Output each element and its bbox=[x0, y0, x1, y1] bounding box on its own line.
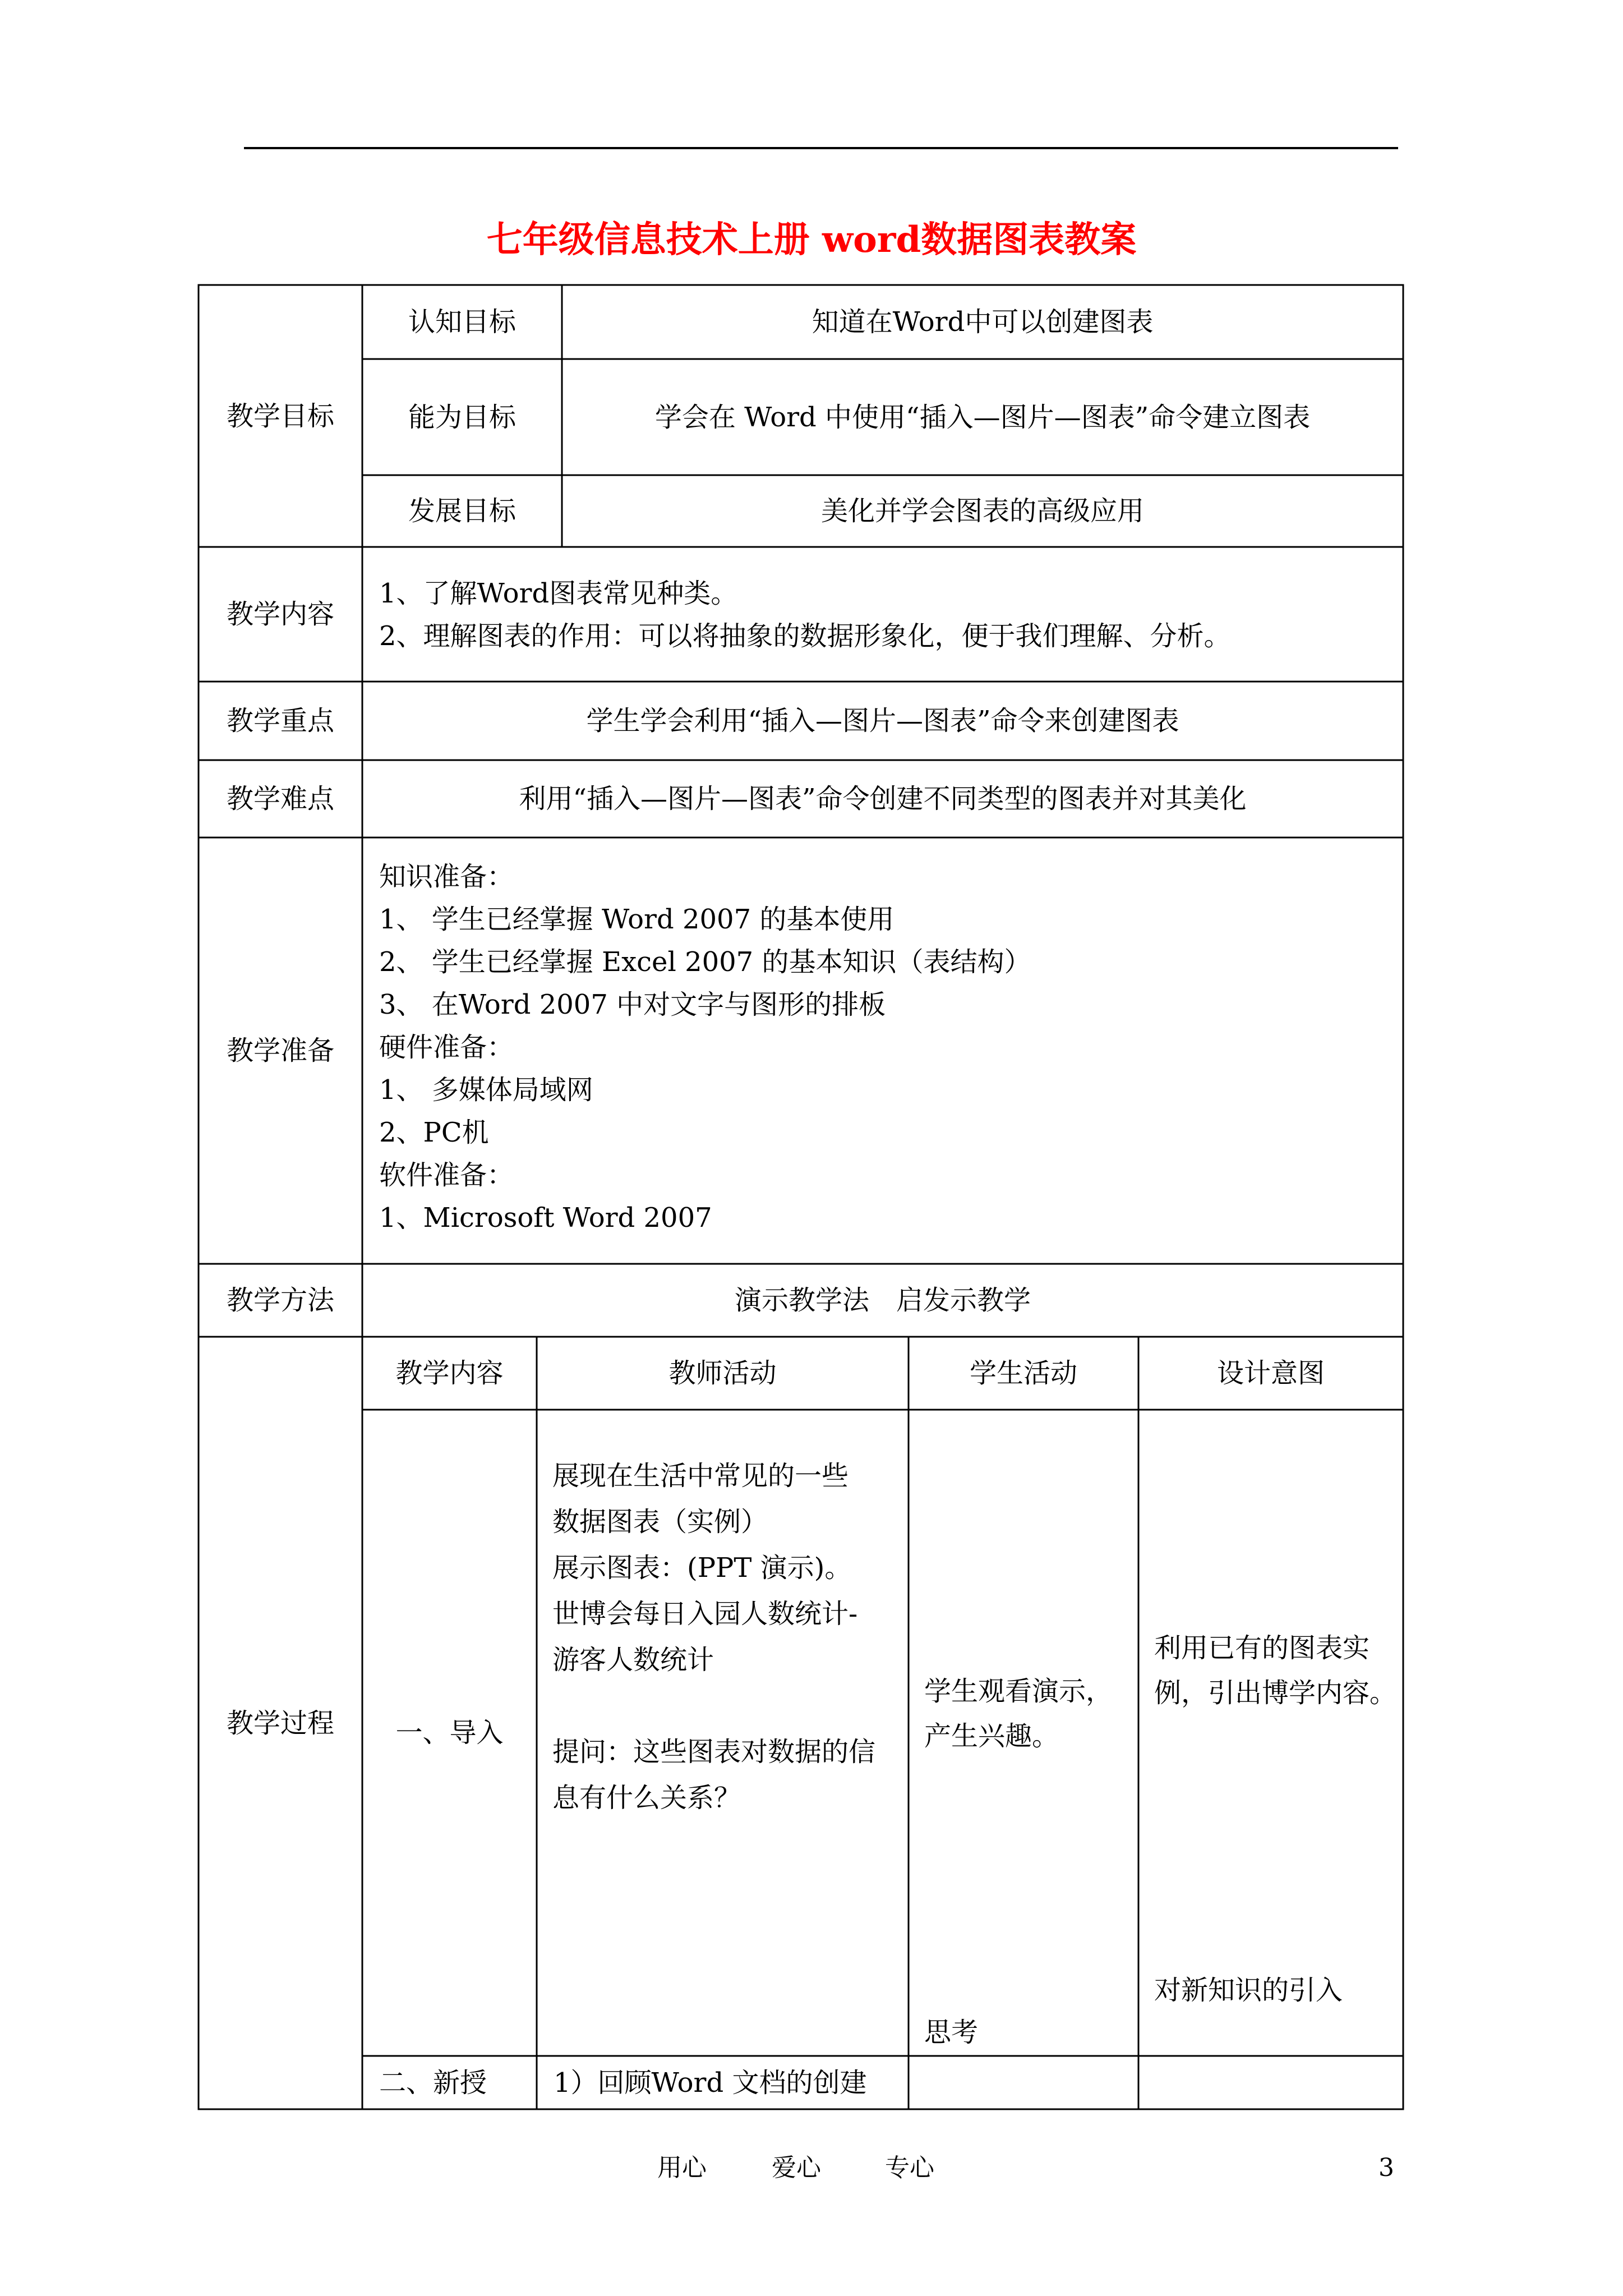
student-line: 学生观看演示， bbox=[924, 1676, 1113, 1707]
teacher-line: 游客人数统计 bbox=[552, 1644, 714, 1676]
content-line: 2、理解图表的作用：可以将抽象的数据形象化，便于我们理解、分析。 bbox=[379, 620, 1231, 652]
preparation-line: 3、 在Word 2007 中对文字与图形的排板 bbox=[379, 989, 886, 1020]
objective-label-cognitive: 认知目标 bbox=[408, 306, 516, 338]
new-section-label: 二、新授 bbox=[379, 2067, 487, 2099]
new-teacher-activity: 1）回顾Word 文档的创建 bbox=[554, 2067, 867, 2099]
preparation-line: 1、Microsoft Word 2007 bbox=[379, 1202, 712, 1234]
teacher-line: 展现在生活中常见的一些 bbox=[552, 1460, 849, 1492]
process-header-student: 学生活动 bbox=[969, 1358, 1077, 1389]
preparation-line: 1、 多媒体局域网 bbox=[379, 1074, 593, 1106]
preparation-label: 教学准备 bbox=[226, 1035, 334, 1066]
teacher-line: 展示图表：(PPT 演示)。 bbox=[552, 1552, 852, 1584]
preparation-line: 硬件准备： bbox=[379, 1032, 514, 1063]
preparation-line: 软件准备： bbox=[379, 1159, 514, 1191]
key-point-value: 学生学会利用“插入—图片—图表”命令来创建图表 bbox=[586, 705, 1179, 737]
intro-design-lines bbox=[1154, 1626, 1396, 1715]
teacher-line: 世博会每日入园人数统计- bbox=[552, 1598, 858, 1630]
teacher-line: 提问：这些图表对数据的信 bbox=[552, 1736, 876, 1768]
key-point-label: 教学重点 bbox=[226, 705, 334, 737]
page-title: 七年级信息技术上册 word数据图表教案 bbox=[486, 219, 1137, 261]
design-line: 利用已有的图表实 bbox=[1154, 1632, 1370, 1664]
design-line: 例，引出博学内容。 bbox=[1154, 1677, 1397, 1709]
objective-label-ability: 能为目标 bbox=[408, 401, 516, 433]
teacher-line: 息有什么关系？ bbox=[552, 1782, 741, 1814]
content-label: 教学内容 bbox=[226, 599, 334, 630]
preparation-line: 1、 学生已经掌握 Word 2007 的基本使用 bbox=[379, 904, 895, 935]
intro-section-label: 一、导入 bbox=[395, 1717, 504, 1749]
process-header-content: 教学内容 bbox=[395, 1358, 504, 1389]
footer-item: 爱心 bbox=[772, 2154, 821, 2182]
page-number: 3 bbox=[1378, 2154, 1394, 2182]
objective-label-development: 发展目标 bbox=[408, 495, 516, 527]
footer-item: 专心 bbox=[885, 2154, 934, 2182]
process-header-teacher: 教师活动 bbox=[668, 1358, 777, 1389]
preparation-line: 知识准备： bbox=[379, 861, 514, 892]
content-line: 1、了解Word图表常见种类。 bbox=[379, 578, 738, 609]
method-label: 教学方法 bbox=[226, 1285, 334, 1316]
difficulty-label: 教学难点 bbox=[226, 783, 334, 815]
intro-student-lines bbox=[924, 1669, 1113, 1759]
process-header-design: 设计意图 bbox=[1216, 1358, 1325, 1389]
objective-value-ability: 学会在 Word 中使用“插入—图片—图表”命令建立图表 bbox=[654, 401, 1311, 433]
difficulty-value: 利用“插入—图片—图表”命令创建不同类型的图表并对其美化 bbox=[519, 783, 1247, 815]
teacher-line bbox=[552, 1683, 875, 1729]
objective-value-cognitive: 知道在Word中可以创建图表 bbox=[811, 306, 1154, 338]
intro-teacher-lines bbox=[552, 1453, 875, 1821]
teacher-line: 数据图表（实例） bbox=[552, 1506, 768, 1538]
content-lines bbox=[379, 572, 1231, 657]
intro-design-extra: 对新知识的引入 bbox=[1154, 1975, 1343, 2006]
process-label: 教学过程 bbox=[226, 1707, 334, 1739]
method-value: 演示教学法 启发示教学 bbox=[734, 1285, 1031, 1316]
preparation-line: 2、PC机 bbox=[379, 1117, 489, 1148]
preparation-lines bbox=[379, 855, 1031, 1239]
footer-item: 用心 bbox=[657, 2154, 707, 2182]
preparation-line: 2、 学生已经掌握 Excel 2007 的基本知识（表结构） bbox=[379, 946, 1031, 978]
objective-value-development: 美化并学会图表的高级应用 bbox=[820, 495, 1144, 527]
objectives-label: 教学目标 bbox=[226, 400, 334, 432]
student-line: 产生兴趣。 bbox=[924, 1720, 1059, 1752]
intro-student-extra: 思考 bbox=[924, 2017, 979, 2048]
